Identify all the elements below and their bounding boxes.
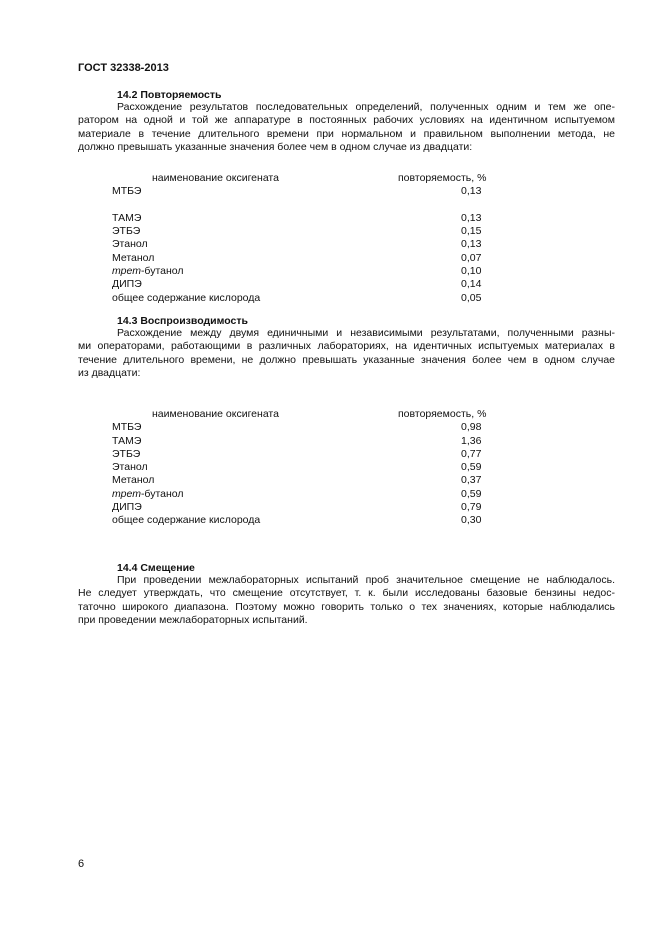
paragraph-line: при проведении межлабораторных испытаний.	[78, 613, 308, 626]
oxygenate-value: 0,30	[461, 514, 482, 527]
column-header-name: наименование оксигената	[152, 172, 279, 184]
oxygenate-name: ТАМЭ	[112, 211, 142, 224]
table-row	[112, 292, 532, 305]
table-row	[112, 265, 532, 278]
section-14-2-paragraph	[78, 101, 615, 154]
oxygenate-value: 0,13	[461, 211, 482, 224]
oxygenate-value: 0,59	[461, 461, 482, 474]
table-row	[112, 435, 532, 448]
oxygenate-name: ЭТБЭ	[112, 447, 141, 460]
oxygenate-value: 0,79	[461, 501, 482, 514]
oxygenate-name: МТБЭ	[112, 421, 142, 434]
table-header-row	[112, 408, 532, 421]
oxygenate-value: 0,59	[461, 487, 482, 500]
table-row	[112, 461, 532, 474]
paragraph-line: Расхождение результатов последовательных определений, полученных одним и тем же опе-	[117, 101, 615, 113]
oxygenate-name: Метанол	[112, 251, 155, 264]
paragraph-line: При проведении межлабораторных испытаний проб значительное смещение не наблюдалось.	[117, 574, 615, 586]
table-row	[112, 488, 532, 501]
table-header-row	[112, 172, 532, 185]
oxygenate-name: общее содержание кислорода	[112, 514, 261, 527]
column-header-name: наименование оксигената	[152, 408, 279, 420]
oxygenate-value: 0,15	[461, 225, 482, 238]
document-header: ГОСТ 32338-2013	[78, 62, 169, 74]
oxygenate-value: 0,14	[461, 278, 482, 291]
oxygenate-name: ЭТБЭ	[112, 225, 141, 238]
table-row	[112, 514, 532, 527]
paragraph-line: материале в течение длительного времени при нормальном и правильном выполнении метода, не	[78, 127, 615, 140]
paragraph-line: ми операторами, работающими в различных лабораториях, на идентичных испытуемых материалах в	[78, 340, 615, 353]
paragraph-line: таточно широкого диапазона. Поэтому можно говорить только о тех значениях, которые наблюдались	[78, 600, 615, 613]
oxygenate-value: 0,05	[461, 291, 482, 304]
oxygenate-value: 0,98	[461, 421, 482, 434]
table-row	[112, 238, 532, 251]
section-14-3-paragraph	[78, 327, 615, 380]
paragraph-line: Расхождение между двумя единичными и независимыми результатами, полученными разны-	[117, 327, 615, 339]
oxygenate-value: 0,13	[461, 185, 482, 198]
oxygenate-value: 0,37	[461, 474, 482, 487]
table-row	[112, 421, 532, 434]
section-14-4-paragraph	[78, 574, 615, 627]
oxygenate-name: трет-бутанол	[112, 265, 184, 278]
paragraph-line: ратором на одной и той же аппаратуре в постоянных рабочих условиях на идентичном испытуемом	[78, 114, 615, 127]
paragraph-line: Не следует утверждать, что смещение отсутствует, т. к. были исследованы базовые бензины недос-	[78, 587, 615, 600]
section-14-2-title: 14.2 Повторяемость	[117, 89, 222, 101]
oxygenate-value: 0,07	[461, 251, 482, 264]
section-14-3-title: 14.3 Воспроизводимость	[117, 315, 248, 327]
table-row	[112, 448, 532, 461]
oxygenate-name: ТАМЭ	[112, 434, 142, 447]
oxygenate-name: Этанол	[112, 238, 148, 251]
paragraph-line: должно превышать указанные значения более чем в одном случае из двадцати:	[78, 140, 473, 153]
column-header-value: повторяемость, %	[398, 408, 487, 420]
table-row	[112, 252, 532, 265]
oxygenate-name: ДИПЭ	[112, 278, 142, 291]
oxygenate-value: 0,13	[461, 238, 482, 251]
page-number: 6	[78, 858, 85, 870]
oxygenate-value: 0,10	[461, 265, 482, 278]
oxygenate-name: ДИПЭ	[112, 501, 142, 514]
oxygenate-value: 1,36	[461, 434, 482, 447]
paragraph-line: из двадцати:	[78, 366, 141, 379]
table-row	[112, 501, 532, 514]
oxygenate-name: трет-бутанол	[112, 487, 184, 500]
oxygenate-name: Метанол	[112, 474, 155, 487]
table-row	[112, 212, 532, 225]
table-row	[112, 185, 532, 198]
table-row	[112, 278, 532, 291]
table-row	[112, 225, 532, 238]
oxygenate-name: общее содержание кислорода	[112, 291, 261, 304]
oxygenate-name: Этанол	[112, 461, 148, 474]
paragraph-line: течение длительного времени, не должно превышать указанные значения более чем в одном случае	[78, 353, 615, 366]
column-header-value: повторяемость, %	[398, 172, 487, 184]
oxygenate-value: 0,77	[461, 447, 482, 460]
section-14-4-title: 14.4 Смещение	[117, 562, 195, 574]
oxygenate-name: МТБЭ	[112, 185, 142, 198]
reproducibility-table	[112, 408, 532, 528]
repeatability-table	[112, 172, 532, 305]
table-row	[112, 474, 532, 487]
